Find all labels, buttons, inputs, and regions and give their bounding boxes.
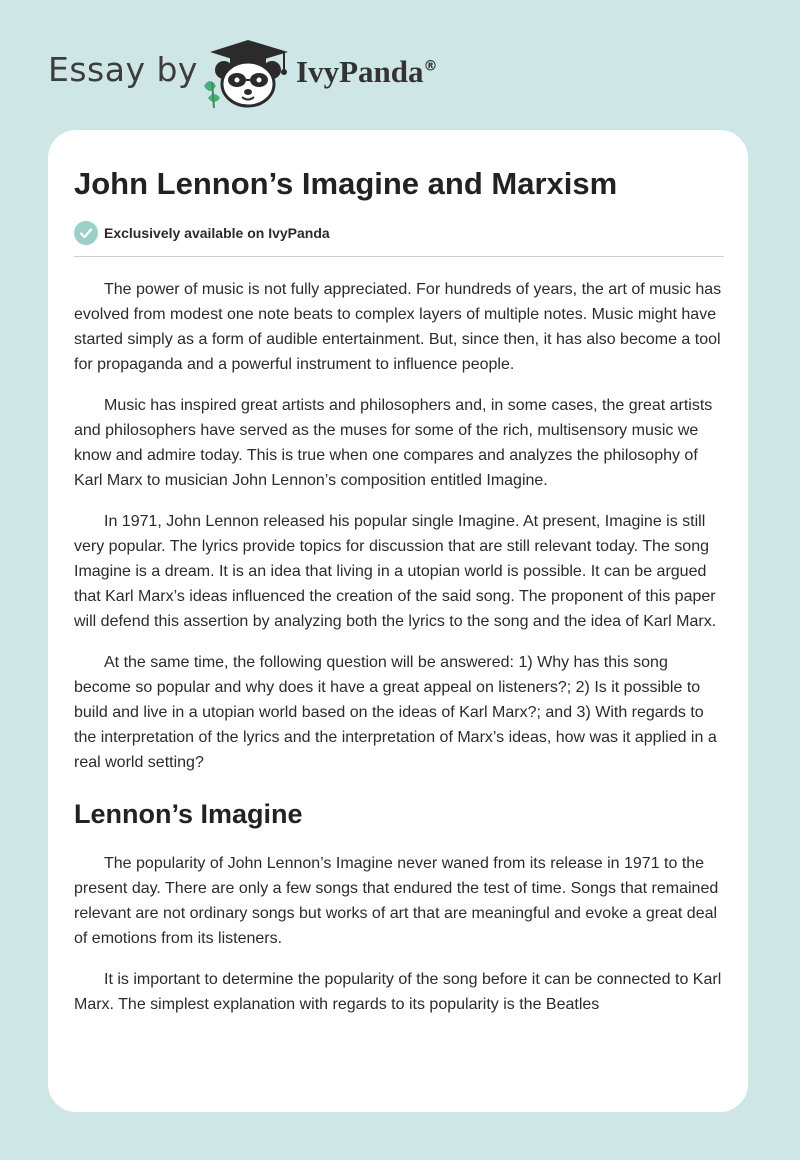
paragraph: Music has inspired great artists and philosophers and, in some cases, the great artists and philosophers have served as the muses for some of the rich, multisensory music we know and admire today. This is true when one compares and analyzes the philosophy of Karl Marx to musician John Lennon’s composition entitled Imagine. [74, 397, 713, 489]
brand-text: IvyPanda [296, 54, 424, 89]
site-header [0, 0, 800, 120]
essay-by-label: Essay by [48, 50, 198, 89]
paragraph: It is important to determine the popularity of the song before it can be connected to Karl Marx. The simplest explanation with regards to its popularity is the Beatles [74, 971, 722, 1013]
paragraph: At the same time, the following question will be answered: 1) Why has this song become so popular and why does it have a great appeal on listeners?; 2) Is it possible to build and live in a utopian world based on the ideas of Karl Marx?; and 3) With regards to the interpretation of the lyrics and the interpretation of Marx’s ideas, how was it applied in a real world setting? [74, 654, 717, 771]
panda-graduate-logo-icon[interactable] [200, 36, 292, 110]
section-heading: Lennon’s Imagine [74, 799, 303, 829]
registered-mark: ® [423, 58, 438, 75]
essay-card [48, 130, 748, 1112]
paragraph: The power of music is not fully appreciated. For hundreds of years, the art of music has evolved from modest one note beats to complex layers of multiple notes. Music might have started simply as a form of audible entertainment. But, since then, it has also become a tool for propaganda and a powerful instrument to influence people. [74, 281, 722, 373]
badge-label: Exclusively available on IvyPanda [104, 225, 330, 241]
paragraph: The popularity of John Lennon’s Imagine never waned from its release in 1971 to the present day. There are only a few songs that endured the test of time. Songs that remained relevant are not ordinary songs but works of art that are meaningful and evoke a great deal of emotions from its listeners. [74, 855, 719, 947]
title-divider [74, 256, 724, 257]
availability-badge [74, 220, 724, 246]
essay-content [74, 164, 724, 1017]
page-title: John Lennon’s Imagine and Marxism [74, 166, 618, 201]
checkmark-icon [74, 221, 98, 245]
paragraph: In 1971, John Lennon released his popular single Imagine. At present, Imagine is still very popular. The lyrics provide topics for discussion that are still relevant today. The song Imagine is a dream. It is an idea that living in a utopian world is possible. It can be argued that Karl Marx’s ideas influenced the creation of the said song. The proponent of this paper will defend this assertion by analyzing both the lyrics to the song and the idea of Karl Marx. [74, 513, 717, 630]
brand-name[interactable] [296, 54, 437, 90]
